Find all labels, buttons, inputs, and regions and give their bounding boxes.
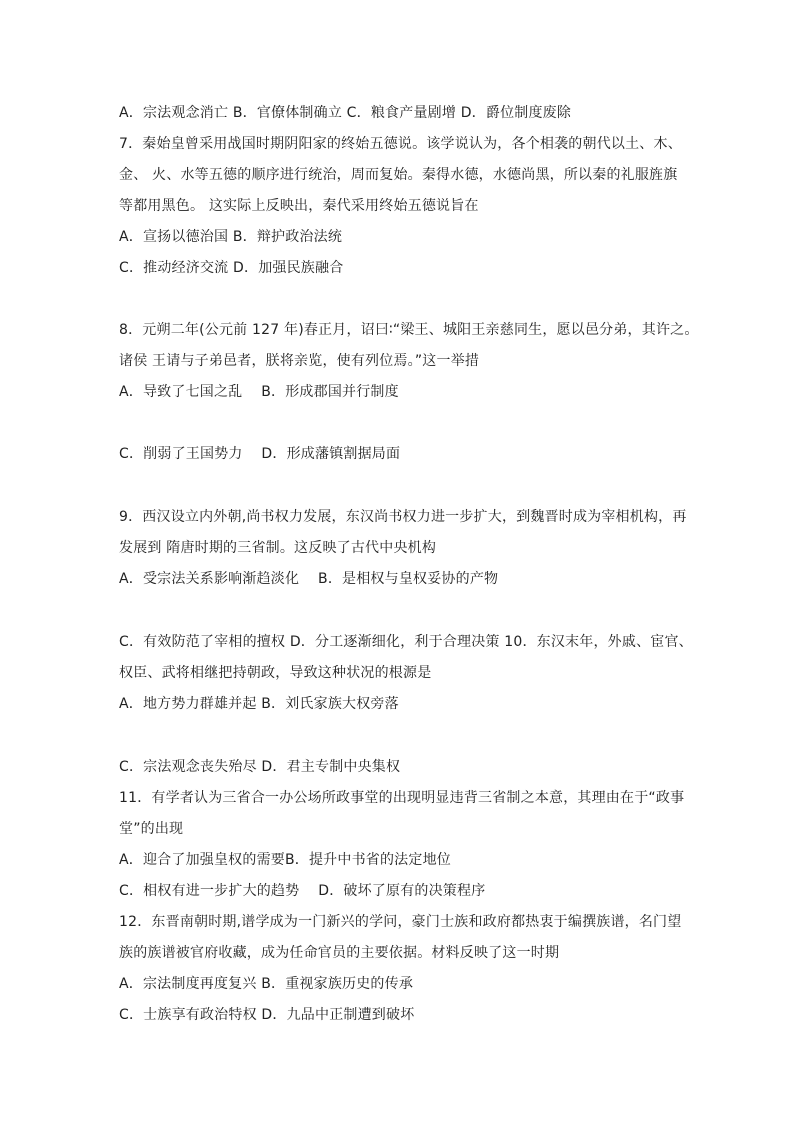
q10-stem-line2: 权臣、武将相继把持朝政，导致这种状况的根源是: [119, 665, 432, 681]
q6-options: A．宗法观念消亡 B．官僚体制确立 C．粮食产量剧增 D．爵位制度废除: [119, 105, 572, 121]
q12-options-ab: A．宗法制度再度复兴 B．重视家族历史的传承: [119, 976, 414, 992]
q10-options-ab: A．地方势力群雄并起 B．刘氏家族大权旁落: [119, 696, 399, 712]
q7-options-cd: C．推动经济交流 D．加强民族融合: [119, 260, 344, 276]
q9-stem-line1: 9．西汉设立内外朝,尚书权力发展，东汉尚书权力进一步扩大，到魏晋时成为宰相机构，再: [119, 509, 687, 525]
q12-stem-line2: 族的族谱被官府收藏，成为任命官员的主要依据。材料反映了这一时期: [119, 945, 560, 961]
q9-stem-line2: 发展到 隋唐时期的三省制。这反映了古代中央机构: [119, 540, 437, 556]
q7-stem-line1: 7．秦始皇曾采用战国时期阴阳家的终始五德说。该学说认为，各个相袭的朝代以土、木、: [119, 136, 682, 152]
q7-options-ab: A．宣扬以德治国 B．辩护政治法统: [119, 229, 343, 245]
q8-options-ab: A．导致了七国之乱 B．形成郡国并行制度: [119, 384, 399, 400]
q11-stem-line1: 11．有学者认为三省合一办公场所政事堂的出现明显违背三省制之本意，其理由在于“政事: [119, 790, 685, 806]
q9-options-ab: A．受宗法关系影响渐趋淡化 B．是相权与皇权妥协的产物: [119, 571, 499, 587]
q7-stem-line3: 等都用黑色。 这实际上反映出，秦代采用终始五德说旨在: [119, 198, 479, 214]
q11-options-cd: C．相权有进一步扩大的趋势 D．破坏了原有的决策程序: [119, 883, 486, 899]
q11-options-ab: A．迎合了加强皇权的需要B．提升中书省的法定地位: [119, 852, 451, 868]
q11-stem-line2: 堂”的出现: [119, 821, 184, 837]
q12-stem-line1: 12．东晋南朝时期,谱学成为一门新兴的学问，豪门士族和政府都热衷于编撰族谱，名门望: [119, 914, 682, 930]
q8-stem-line1: 8．元朔二年(公元前 127 年)春正月，诏曰∶“梁王、城阳王亲慈同生，愿以邑分弟，其许之。: [119, 322, 699, 338]
q12-options-cd: C．士族享有政治特权 D．九品中正制遭到破坏: [119, 1007, 415, 1023]
q8-options-cd: C．削弱了王国势力 D．形成藩镇割据局面: [119, 446, 401, 462]
q10-options-cd: C．宗法观念丧失殆尽 D．君主专制中央集权: [119, 759, 401, 775]
q7-stem-line2: 金、 火、水等五德的顺序进行统治，周而复始。秦得水德，水德尚黑，所以秦的礼服旌旗: [119, 167, 678, 183]
q9-options-cd-q10-stem: C．有效防范了宰相的擅权 D．分工逐渐细化，利于合理决策 10．东汉末年，外戚、宦官、: [119, 634, 693, 650]
q8-stem-line2: 诸侯 王请与子弟邑者，朕将亲览，使有列位焉。”这一举措: [119, 353, 480, 369]
